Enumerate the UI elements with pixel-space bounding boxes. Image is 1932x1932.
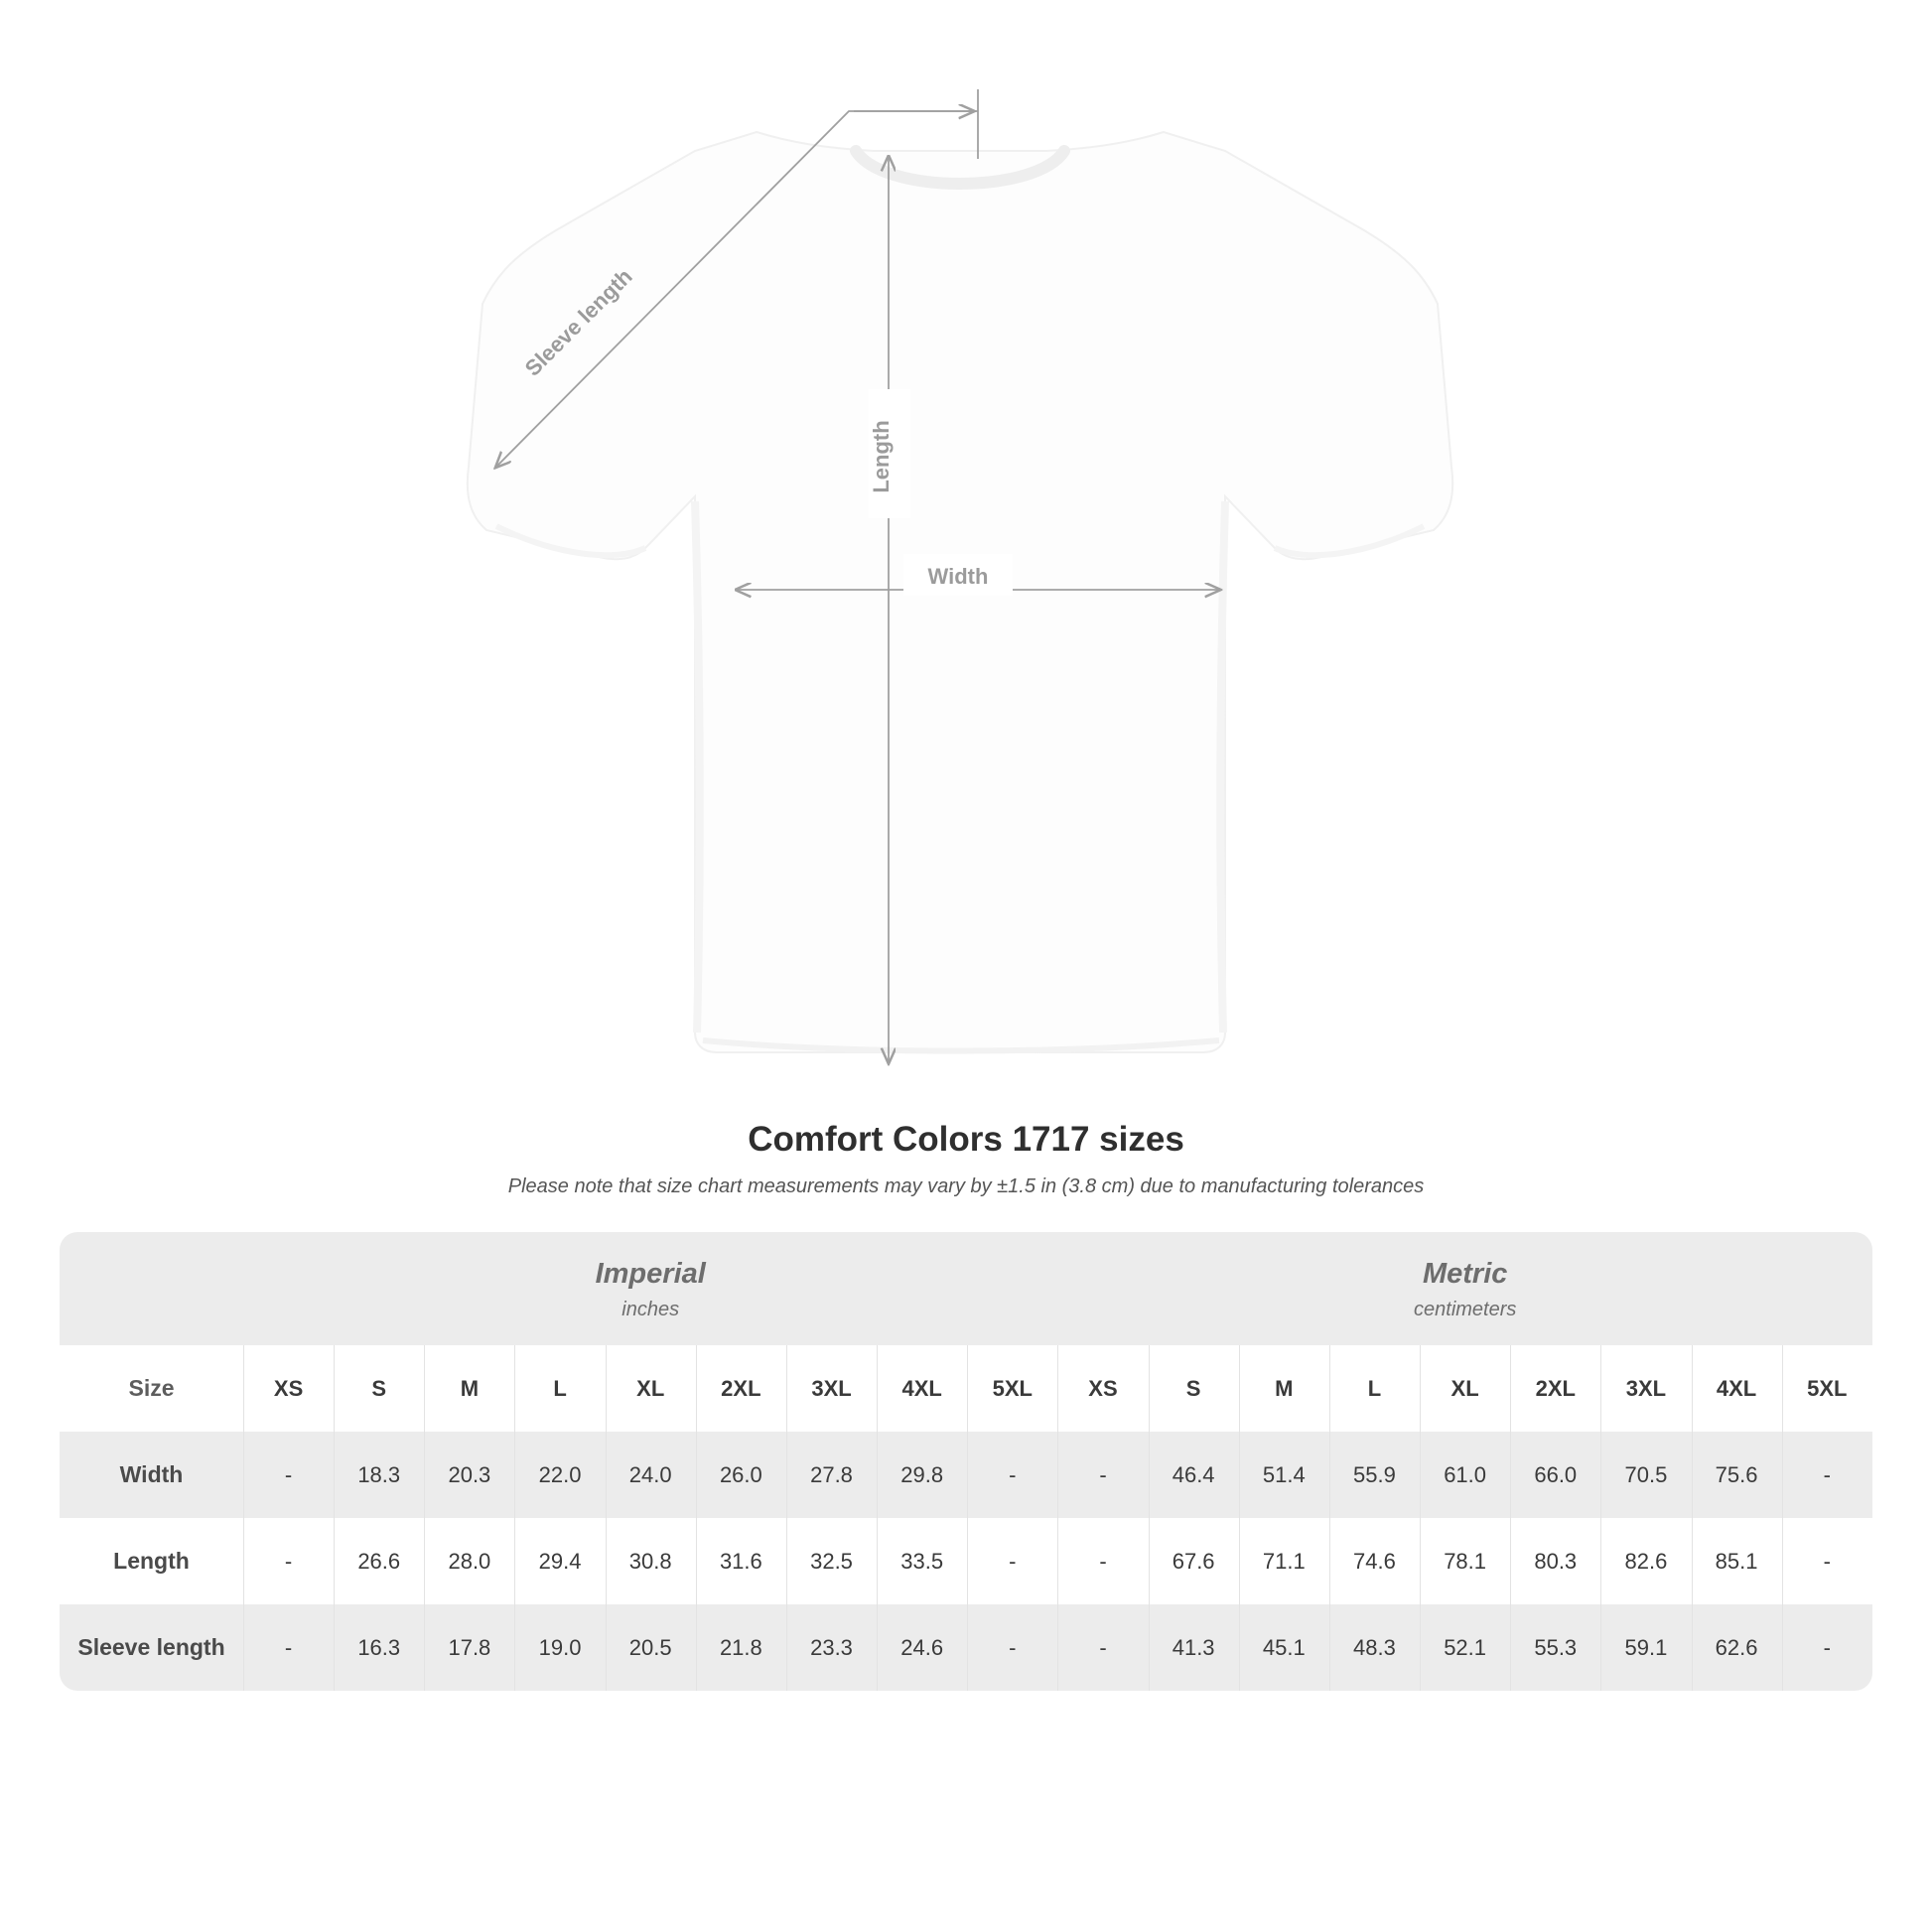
size-header-cell: 4XL: [1692, 1345, 1782, 1432]
measurement-cell: 52.1: [1420, 1604, 1510, 1691]
unit-row-spacer: [60, 1232, 243, 1345]
measurement-cell: 80.3: [1510, 1518, 1600, 1604]
size-header-cell: M: [424, 1345, 514, 1432]
table-row: [60, 1518, 1872, 1604]
measurement-cell: -: [243, 1604, 334, 1691]
measurement-cell: -: [1782, 1518, 1872, 1604]
size-header-cell: 3XL: [1600, 1345, 1691, 1432]
size-header-cell: XS: [1057, 1345, 1148, 1432]
table-row: [60, 1432, 1872, 1518]
measurement-cell: -: [967, 1604, 1057, 1691]
measurement-cell: -: [243, 1518, 334, 1604]
measurement-cell: -: [1057, 1518, 1148, 1604]
measurement-cell: 17.8: [424, 1604, 514, 1691]
measurement-cell: 82.6: [1600, 1518, 1691, 1604]
size-header-cell: S: [1149, 1345, 1239, 1432]
measurement-cell: -: [1057, 1432, 1148, 1518]
size-header-cell: 2XL: [1510, 1345, 1600, 1432]
measurement-cell: 29.4: [514, 1518, 605, 1604]
measurement-cell: 66.0: [1510, 1432, 1600, 1518]
measurement-cell: 59.1: [1600, 1604, 1691, 1691]
size-header-cell: M: [1239, 1345, 1329, 1432]
size-header-cell: XL: [1420, 1345, 1510, 1432]
width-label: Width: [927, 564, 989, 589]
measurement-cell: 24.6: [877, 1604, 967, 1691]
measurement-cell: 85.1: [1692, 1518, 1782, 1604]
unit-subtitle: centimeters: [1414, 1299, 1517, 1320]
size-header-cell: L: [514, 1345, 605, 1432]
size-header-cell: S: [334, 1345, 424, 1432]
size-header-cell: L: [1329, 1345, 1420, 1432]
unit-name: Imperial: [595, 1258, 706, 1290]
measurement-cell: 22.0: [514, 1432, 605, 1518]
size-header-cell: 2XL: [696, 1345, 786, 1432]
title-block: [0, 1120, 1932, 1198]
size-table-wrapper: [60, 1232, 1872, 1691]
size-header-cell: 5XL: [1782, 1345, 1872, 1432]
measurement-cell: 24.0: [606, 1432, 696, 1518]
measurement-cell: 70.5: [1600, 1432, 1691, 1518]
measurement-cell: 61.0: [1420, 1432, 1510, 1518]
measurement-cell: 18.3: [334, 1432, 424, 1518]
measurement-cell: 55.9: [1329, 1432, 1420, 1518]
measurement-cell: 67.6: [1149, 1518, 1239, 1604]
measurement-cell: -: [967, 1432, 1057, 1518]
page-title: Comfort Colors 1717 sizes: [748, 1120, 1184, 1159]
measurement-cell: -: [1782, 1604, 1872, 1691]
measurement-cell: -: [1782, 1432, 1872, 1518]
measurement-cell: 23.3: [786, 1604, 877, 1691]
measurement-cell: 26.0: [696, 1432, 786, 1518]
measurement-cell: 78.1: [1420, 1518, 1510, 1604]
length-label: Length: [869, 420, 894, 493]
size-header-cell: XS: [243, 1345, 334, 1432]
measurement-cell: 27.8: [786, 1432, 877, 1518]
measurement-cell: 75.6: [1692, 1432, 1782, 1518]
measurement-cell: 48.3: [1329, 1604, 1420, 1691]
measurement-cell: 26.6: [334, 1518, 424, 1604]
tolerance-note: Please note that size chart measurements may vary by ±1.5 in (3.8 cm) due to manufacturing tolerances: [507, 1175, 1425, 1197]
sleeve-length-label: Sleeve length: [519, 263, 637, 381]
size-header-cell: 5XL: [967, 1345, 1057, 1432]
measurement-cell: 20.5: [606, 1604, 696, 1691]
row-label: Sleeve length: [60, 1604, 243, 1691]
size-column-header: Size: [60, 1345, 243, 1432]
table-row: [60, 1604, 1872, 1691]
row-label: Length: [60, 1518, 243, 1604]
unit-header-row: [60, 1232, 1872, 1345]
unit-subtitle: inches: [621, 1299, 680, 1320]
measurement-cell: 33.5: [877, 1518, 967, 1604]
measurement-cell: 31.6: [696, 1518, 786, 1604]
measurement-cell: 41.3: [1149, 1604, 1239, 1691]
row-label: Width: [60, 1432, 243, 1518]
size-header-cell: 4XL: [877, 1345, 967, 1432]
size-table: [60, 1232, 1872, 1691]
measurement-cell: 55.3: [1510, 1604, 1600, 1691]
measurement-cell: 45.1: [1239, 1604, 1329, 1691]
unit-header-metric: [1057, 1232, 1872, 1345]
measurement-cell: 51.4: [1239, 1432, 1329, 1518]
measurement-cell: 29.8: [877, 1432, 967, 1518]
measurement-cell: -: [967, 1518, 1057, 1604]
measurement-cell: 32.5: [786, 1518, 877, 1604]
measurement-cell: 71.1: [1239, 1518, 1329, 1604]
measurement-cell: -: [243, 1432, 334, 1518]
size-header-row: [60, 1345, 1872, 1432]
size-header-cell: 3XL: [786, 1345, 877, 1432]
measurement-cell: 62.6: [1692, 1604, 1782, 1691]
measurement-cell: 28.0: [424, 1518, 514, 1604]
measurement-cell: 19.0: [514, 1604, 605, 1691]
measurement-cell: 74.6: [1329, 1518, 1420, 1604]
unit-header-imperial: [243, 1232, 1057, 1345]
measurement-cell: 20.3: [424, 1432, 514, 1518]
measurement-cell: 16.3: [334, 1604, 424, 1691]
measurement-cell: 46.4: [1149, 1432, 1239, 1518]
unit-name: Metric: [1422, 1258, 1508, 1290]
measurement-cell: -: [1057, 1604, 1148, 1691]
measurement-cell: 21.8: [696, 1604, 786, 1691]
size-header-cell: XL: [606, 1345, 696, 1432]
measurement-cell: 30.8: [606, 1518, 696, 1604]
